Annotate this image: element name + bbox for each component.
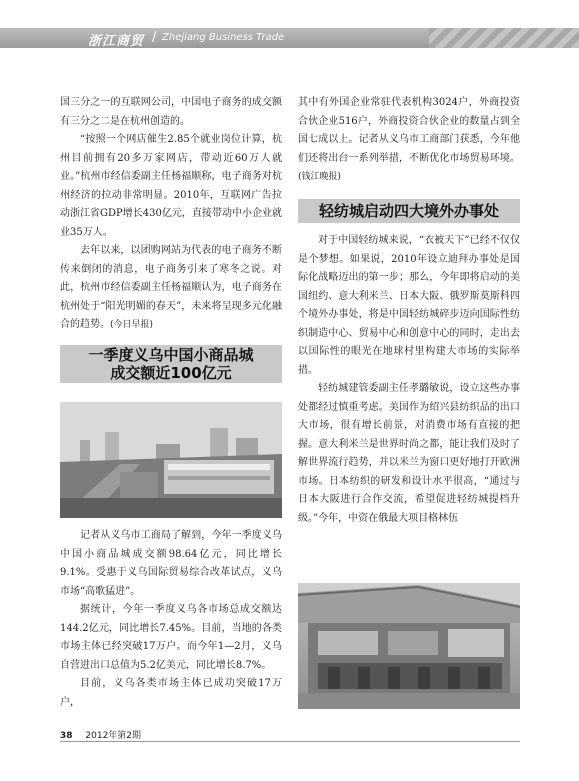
- city-aerial-illustration: [60, 402, 282, 518]
- issue-label: 2012年第2期: [85, 731, 142, 741]
- paragraph: 对于中国轻纺城来说，“衣被天下”已经不仅仅是个梦想。如果说，2010年设立迪拜办事处是国际化战略迈出的第一步；那么，今年即将启动的美国纽约、意大利米兰、日本大阪、俄罗斯莫斯科四个境外办事处，将是中国轻纺城碎步迈向国际性纺织制造中心、贸易中心和创意中心的同时，走出去以国际性的眼光在地球村里构建大市场的实际举措。: [298, 235, 520, 376]
- paragraph: 据统计，今年一季度义乌各市场总成交额达144.2亿元，同比增长7.45%。目前，当地的各类市场主体已经突破17万户。而今年1—2月，义乌自营进出口总值为5.2亿美元，同比增长8.7%。: [60, 604, 282, 671]
- page-number: 38: [60, 731, 73, 741]
- paragraph: “按照一个网店催生2.85个就业岗位计算，杭州目前拥有20多万家网店，带动近60万人就业。”杭州市经信委副主任杨福顺称，电子商务对杭州经济的拉动非常明显。2010年，互联网广告拉动浙江省GDP增长430亿元，直接带动中小企业就业35万人。: [60, 134, 282, 238]
- footer-divider: [60, 741, 520, 742]
- header-stripe-decoration: [429, 28, 579, 48]
- paragraph: [298, 94, 520, 187]
- source-credit: (今日早报): [110, 320, 154, 330]
- article-headline-yiwu: [60, 345, 282, 383]
- paragraph: [60, 242, 282, 335]
- left-column-bottom: [60, 527, 282, 712]
- headline-line: 一季度义乌中国小商品城: [88, 346, 254, 364]
- paragraph: 目前，义乌各类市场主体已成功突破17万户，: [60, 678, 282, 708]
- header-separator: /: [152, 30, 157, 45]
- building-illustration: [298, 583, 520, 709]
- magazine-brand: 浙江商贸: [88, 34, 145, 49]
- textile-city-building-photo: [298, 583, 520, 709]
- paragraph-text: 去年以来，以团购网站为代表的电子商务不断传来倒闭的消息，电子商务引来了寒冬之说。对此，杭州市经信委副主任杨福顺认为，电子商务在杭州处于“阳光明媚的春天”，未来将呈现多元化融合的趋势。: [60, 245, 282, 330]
- paragraph: 记者从义乌市工商局了解到，今年一季度义乌中国小商品城成交额98.64亿元，同比增长9.1%。受惠于义乌国际贸易综合改革试点，义乌市场“高歌猛进”。: [60, 530, 282, 597]
- page-footer: [60, 728, 141, 741]
- yiwu-market-photo: [60, 402, 282, 518]
- source-credit: (钱江晚报): [298, 172, 342, 182]
- left-column-top: [60, 94, 282, 335]
- magazine-header-band: [0, 28, 579, 48]
- paragraph: 国三分之一的互联网公司，中国电子商务的成交额有三分之二是在杭州创造的。: [60, 97, 282, 127]
- right-column-body: [298, 232, 520, 528]
- right-column-top: [298, 94, 520, 187]
- paragraph-text: 其中有外国企业常驻代表机构3024户，外商投资合伙企业516户，外商投资合伙企业的数量占到全国七成以上。记者从义乌市工商部门获悉，今年他们还将出台一系列举措，不断优化市场贸易环境。: [298, 97, 520, 164]
- paragraph: 轻纺城建管委副主任孝璐敏说，设立这些办事处都经过慎重考虑。美国作为绍兴县纺织品的出口大市场，很有增长前景，对消费市场有直接的把握。意大利米兰是世界时尚之都，能让我们及时了解世界流行趋势，并以米兰为窗口更好地打开欧洲市场。日本纺织的研发和设计水平很高，“通过与日本大阪进行合作交流，希望促进轻纺城提档升级。”今年，中资在俄最大项目格林伍: [298, 383, 520, 524]
- magazine-subtitle: Zhejiang Business Trade: [162, 32, 285, 43]
- headline-line: 成交额近100亿元: [110, 364, 232, 382]
- article-headline-textile-city: 轻纺城启动四大境外办事处: [298, 199, 520, 223]
